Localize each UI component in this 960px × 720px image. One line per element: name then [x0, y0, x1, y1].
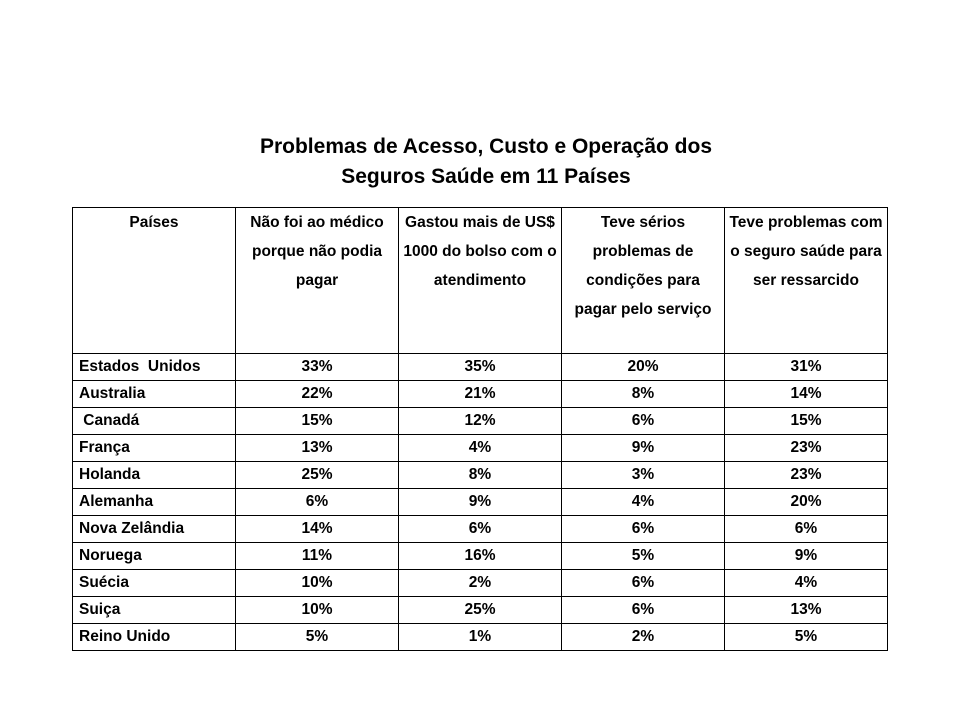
slide-title [0, 132, 960, 192]
header-cell-did-not-see-doctor: Não foi ao médico porque não podia pagar [236, 208, 399, 354]
payment-problems-cell: 6% [562, 570, 725, 597]
payment-problems-cell: 2% [562, 624, 725, 651]
spent-over-1000-cell: 35% [399, 354, 562, 381]
insurance-reimbursement-cell: 23% [725, 462, 888, 489]
did-not-see-doctor-cell: 15% [236, 408, 399, 435]
did-not-see-doctor-cell: 14% [236, 516, 399, 543]
header-cell-insurance-reimbursement: Teve problemas com o seguro saúde para ser ressarcido [725, 208, 888, 354]
slide-title-line-2: Seguros Saúde em 11 Países [341, 165, 631, 188]
header-cell-countries: Países [73, 208, 236, 354]
country-cell: Estados Unidos [73, 354, 236, 381]
country-cell: Suiça [73, 597, 236, 624]
did-not-see-doctor-cell: 25% [236, 462, 399, 489]
table-row [73, 624, 888, 651]
did-not-see-doctor-cell: 6% [236, 489, 399, 516]
insurance-reimbursement-cell: 5% [725, 624, 888, 651]
insurance-reimbursement-cell: 4% [725, 570, 888, 597]
country-cell: Holanda [73, 462, 236, 489]
country-cell: Reino Unido [73, 624, 236, 651]
insurance-reimbursement-cell: 20% [725, 489, 888, 516]
payment-problems-cell: 8% [562, 381, 725, 408]
table-row [73, 381, 888, 408]
table-row [73, 408, 888, 435]
spent-over-1000-cell: 4% [399, 435, 562, 462]
did-not-see-doctor-cell: 10% [236, 570, 399, 597]
spent-over-1000-cell: 12% [399, 408, 562, 435]
insurance-reimbursement-cell: 31% [725, 354, 888, 381]
did-not-see-doctor-cell: 10% [236, 597, 399, 624]
header-cell-spent-over-1000: Gastou mais de US$ 1000 do bolso com o atendimento [399, 208, 562, 354]
did-not-see-doctor-cell: 22% [236, 381, 399, 408]
table-row [73, 597, 888, 624]
spent-over-1000-cell: 25% [399, 597, 562, 624]
table-row [73, 462, 888, 489]
table-row [73, 435, 888, 462]
insurance-reimbursement-cell: 23% [725, 435, 888, 462]
spent-over-1000-cell: 2% [399, 570, 562, 597]
country-cell: Canadá [73, 408, 236, 435]
payment-problems-cell: 3% [562, 462, 725, 489]
spent-over-1000-cell: 8% [399, 462, 562, 489]
insurance-reimbursement-cell: 15% [725, 408, 888, 435]
table-row [73, 354, 888, 381]
insurance-reimbursement-cell: 6% [725, 516, 888, 543]
payment-problems-cell: 6% [562, 516, 725, 543]
table-row [73, 489, 888, 516]
table-header-row [73, 208, 888, 354]
table-row [73, 570, 888, 597]
country-cell: Nova Zelândia [73, 516, 236, 543]
did-not-see-doctor-cell: 5% [236, 624, 399, 651]
table-row [73, 543, 888, 570]
payment-problems-cell: 5% [562, 543, 725, 570]
slide-title-line-1: Problemas de Acesso, Custo e Operação dos [259, 135, 713, 158]
data-table [72, 207, 888, 651]
did-not-see-doctor-cell: 13% [236, 435, 399, 462]
insurance-reimbursement-cell: 14% [725, 381, 888, 408]
country-cell: Australia [73, 381, 236, 408]
payment-problems-cell: 4% [562, 489, 725, 516]
spent-over-1000-cell: 1% [399, 624, 562, 651]
spent-over-1000-cell: 16% [399, 543, 562, 570]
insurance-reimbursement-cell: 13% [725, 597, 888, 624]
payment-problems-cell: 9% [562, 435, 725, 462]
insurance-reimbursement-cell: 9% [725, 543, 888, 570]
header-cell-payment-problems: Teve sérios problemas de condições para pagar pelo serviço [562, 208, 725, 354]
country-cell: Suécia [73, 570, 236, 597]
did-not-see-doctor-cell: 33% [236, 354, 399, 381]
country-cell: Alemanha [73, 489, 236, 516]
payment-problems-cell: 6% [562, 408, 725, 435]
spent-over-1000-cell: 21% [399, 381, 562, 408]
spent-over-1000-cell: 6% [399, 516, 562, 543]
did-not-see-doctor-cell: 11% [236, 543, 399, 570]
payment-problems-cell: 6% [562, 597, 725, 624]
country-cell: Noruega [73, 543, 236, 570]
spent-over-1000-cell: 9% [399, 489, 562, 516]
table-row [73, 516, 888, 543]
payment-problems-cell: 20% [562, 354, 725, 381]
country-cell: França [73, 435, 236, 462]
